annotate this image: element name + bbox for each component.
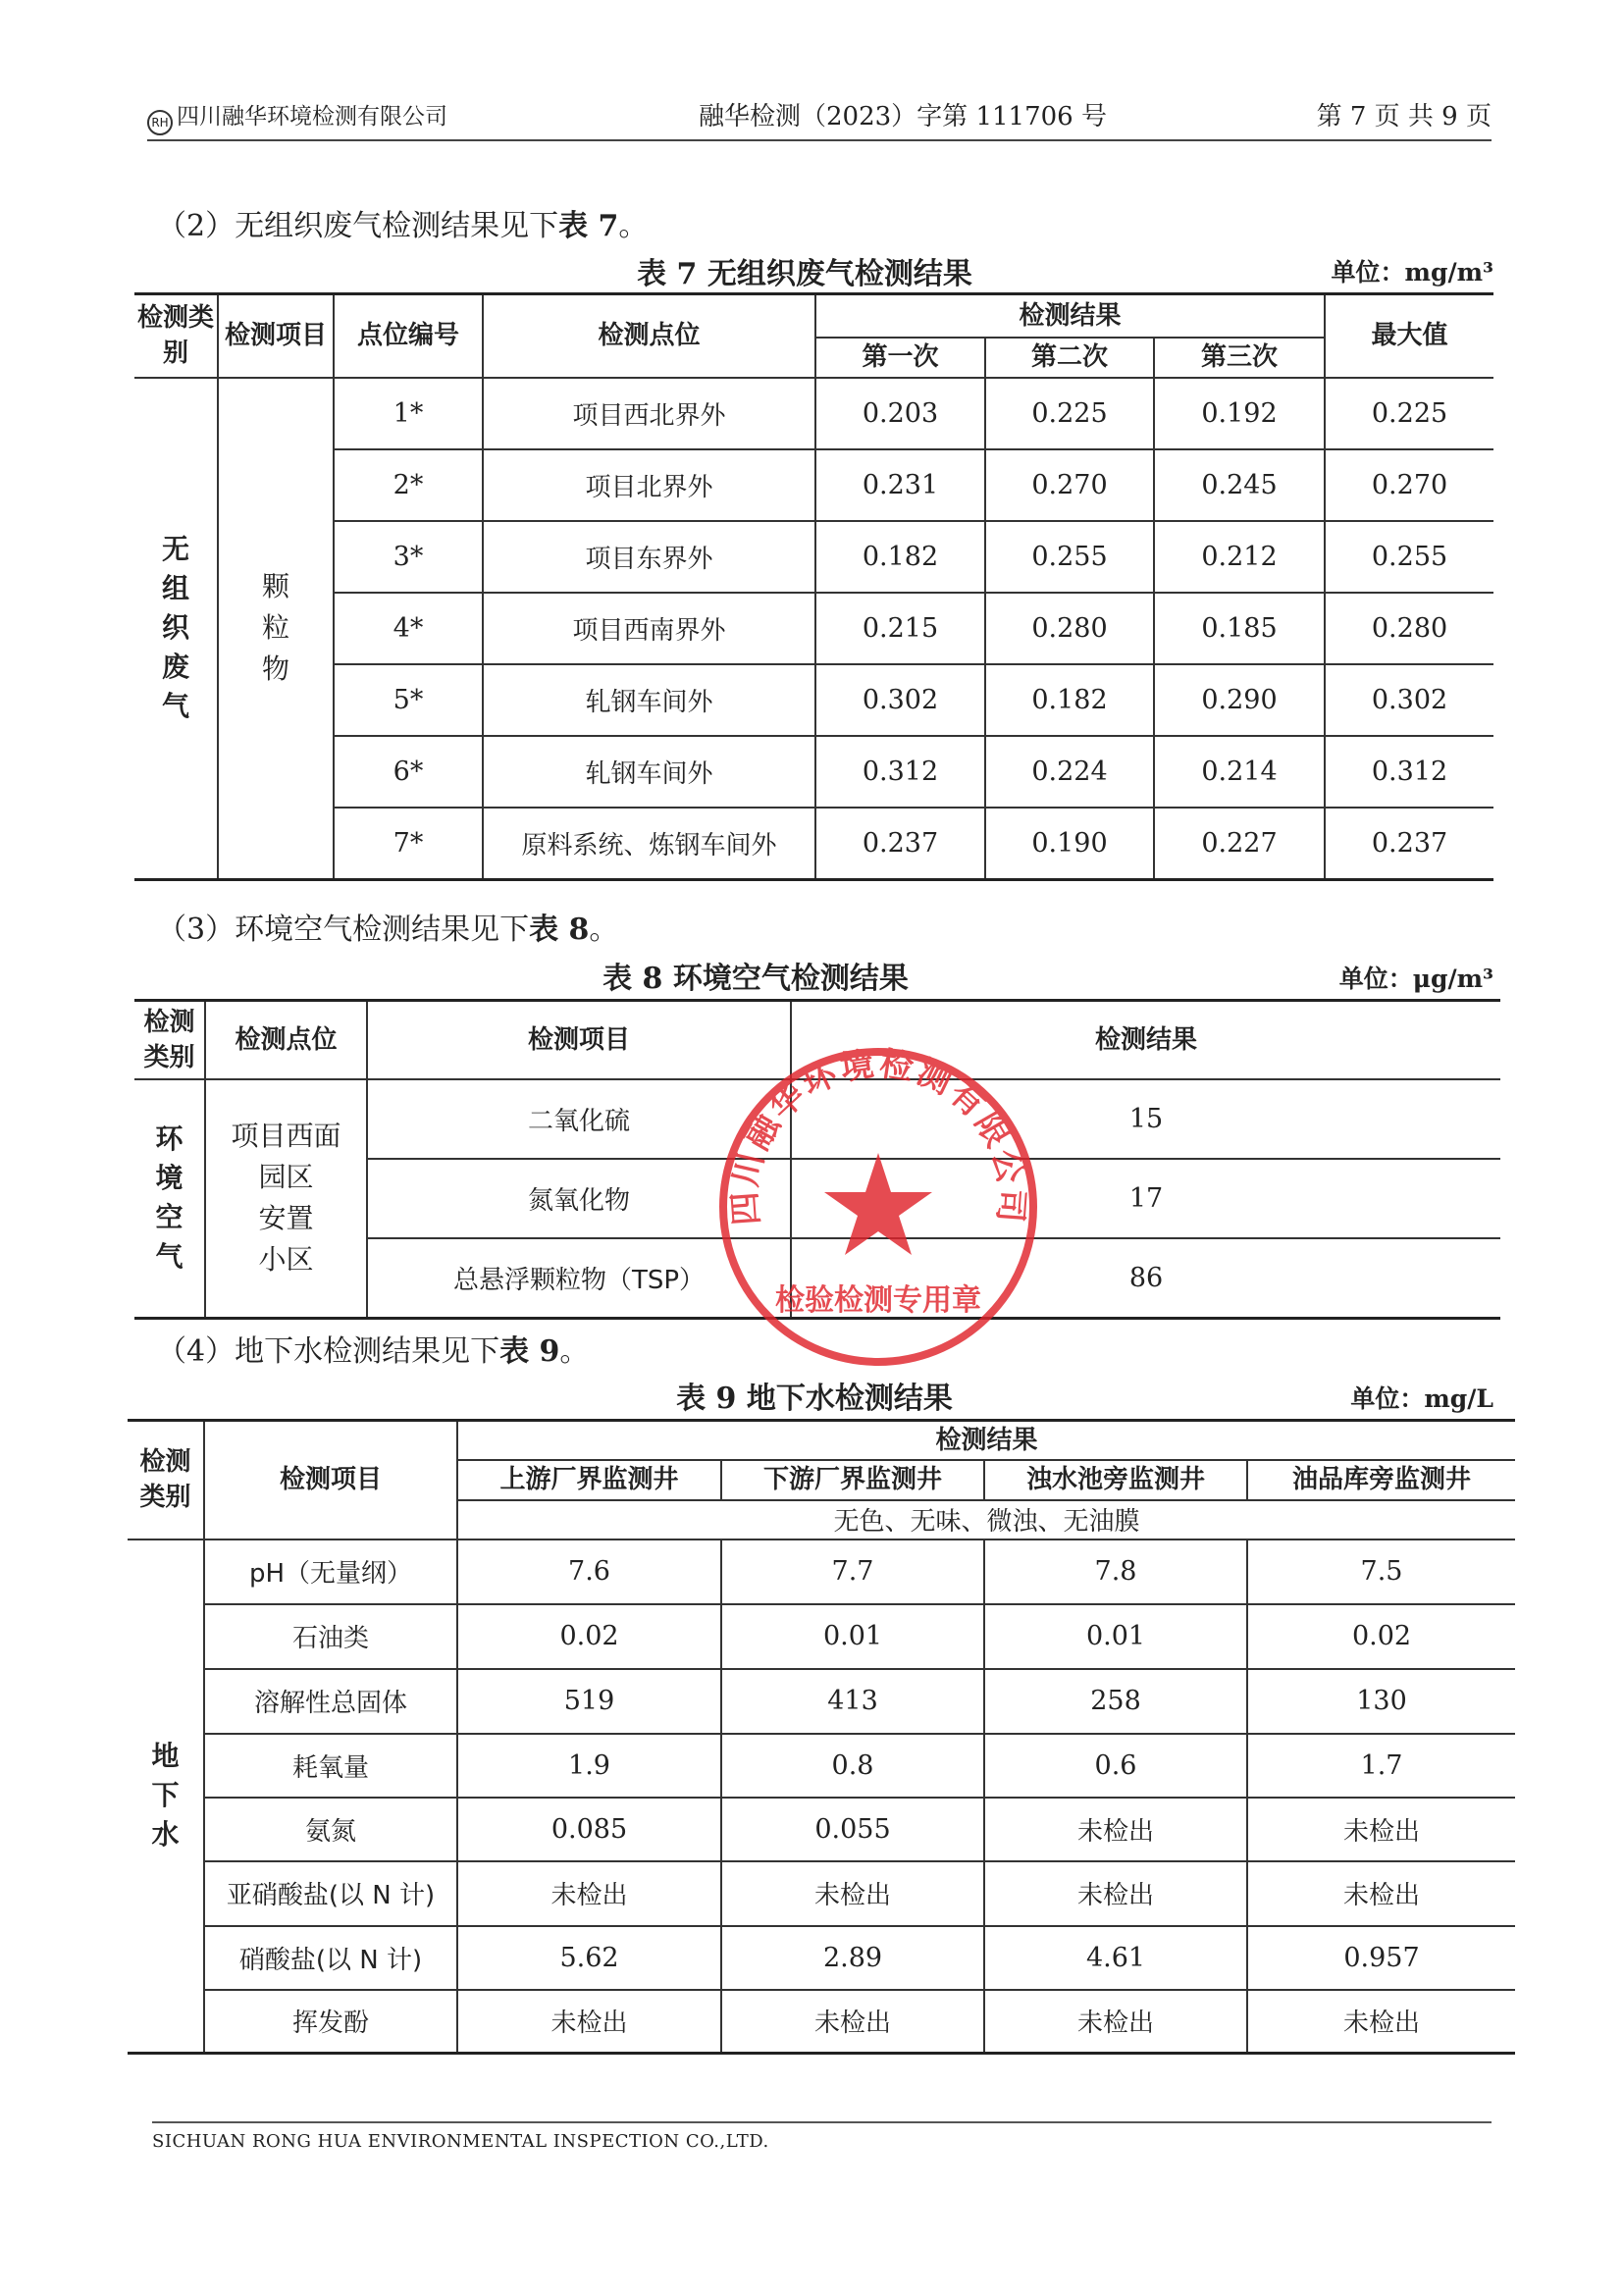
section2-intro: [157, 201, 648, 244]
t9-header-type: 检测类别: [128, 1421, 204, 1539]
t9-cell: 溶解性总固体: [204, 1669, 457, 1734]
table7-title: 表 7 无组织废气检测结果: [637, 257, 972, 291]
table-row: [128, 1604, 1515, 1669]
t9-cell: 未检出: [1247, 1861, 1515, 1926]
t8-header-result: 检测结果: [791, 1001, 1500, 1079]
t7-cell: 项目西北界外: [483, 378, 815, 449]
t9-cell: 519: [457, 1669, 721, 1734]
t7-category: [134, 378, 218, 880]
t7-cell: 0.237: [1325, 808, 1493, 880]
section2-intro-end: 。: [618, 209, 649, 243]
t7-cell: 2*: [334, 449, 483, 521]
t8-header-point: 检测点位: [205, 1001, 367, 1079]
t9-category: [128, 1539, 204, 2054]
page-number: 第 7 页 共 9 页: [1316, 102, 1492, 131]
t9-cell: 0.085: [457, 1798, 721, 1861]
t9-cell: 7.5: [1247, 1539, 1515, 1604]
t7-cell: 0.182: [815, 521, 985, 593]
section3-intro-text: （3）环境空气检测结果见下: [157, 913, 530, 947]
t9-cell: 7.6: [457, 1539, 721, 1604]
t7-cell: 轧钢车间外: [483, 664, 815, 736]
t7-cell: 项目西南界外: [483, 593, 815, 664]
t8-header-item: 检测项目: [367, 1001, 791, 1079]
t9-header-item: 检测项目: [204, 1421, 457, 1539]
t7-cell: 0.182: [985, 664, 1154, 736]
t9-cell: 未检出: [1247, 1798, 1515, 1861]
t7-cell: 1*: [334, 378, 483, 449]
t9-header-well-2: 下游厂界监测井: [721, 1460, 984, 1500]
table-row: [128, 1539, 1515, 1604]
t9-header-result: 检测结果: [457, 1421, 1515, 1460]
t9-cell: 硝酸盐(以 N 计): [204, 1926, 457, 1990]
company-name-text: 四川融华环境检测有限公司: [177, 104, 447, 130]
t7-header-first: 第一次: [815, 338, 985, 378]
table7-unit: 单位：mg/m³: [1331, 258, 1493, 287]
table-row: [134, 593, 1493, 664]
section3-intro-end: 。: [589, 913, 619, 947]
t9-cell: 130: [1247, 1669, 1515, 1734]
t9-cell: 石油类: [204, 1604, 457, 1669]
section2-intro-ref: 表 7: [558, 209, 619, 243]
t7-header-point-no: 点位编号: [334, 294, 483, 378]
table-row: [128, 1861, 1515, 1926]
t9-appearance: 无色、无味、微浊、无油膜: [457, 1500, 1515, 1539]
t7-cell: 0.312: [815, 736, 985, 808]
t7-cell: 0.270: [985, 449, 1154, 521]
t7-item-text: 颗 粒 物: [261, 570, 289, 686]
t7-cell: 0.280: [985, 593, 1154, 664]
t7-cell: 项目北界外: [483, 449, 815, 521]
table9-unit: 单位：mg/L: [1350, 1384, 1493, 1413]
t7-cell: 3*: [334, 521, 483, 593]
t9-cell: 1.9: [457, 1734, 721, 1798]
t8-category-text: 环 境 空 气: [155, 1122, 183, 1274]
t7-header-item: 检测项目: [218, 294, 334, 378]
t9-header-well-3: 浊水池旁监测井: [984, 1460, 1247, 1500]
table-row: [134, 664, 1493, 736]
table-row: [128, 1669, 1515, 1734]
t7-cell: 0.214: [1154, 736, 1325, 808]
t7-cell: 0.290: [1154, 664, 1325, 736]
t7-cell: 0.192: [1154, 378, 1325, 449]
t9-category-text: 地 下 水: [151, 1740, 180, 1852]
t7-cell: 5*: [334, 664, 483, 736]
t9-cell: 7.8: [984, 1539, 1247, 1604]
t9-cell: 2.89: [721, 1926, 984, 1990]
t7-header-type: 检测类别: [134, 294, 218, 378]
t9-cell: 0.02: [1247, 1604, 1515, 1669]
t7-cell: 项目东界外: [483, 521, 815, 593]
t8-header-type: 检测类别: [134, 1001, 205, 1079]
t7-cell: 0.227: [1154, 808, 1325, 880]
t7-cell: 0.231: [815, 449, 985, 521]
t9-cell: 1.7: [1247, 1734, 1515, 1798]
t9-cell: 未检出: [721, 1861, 984, 1926]
page-footer: [152, 2121, 1492, 2152]
t7-cell: 0.185: [1154, 593, 1325, 664]
t8-category: [134, 1079, 205, 1319]
table9: [128, 1419, 1515, 2055]
t7-cell: 0.312: [1325, 736, 1493, 808]
t8-point-text: 项目西面 园区 安置 小区: [231, 1120, 341, 1277]
t9-cell: 0.055: [721, 1798, 984, 1861]
t7-header-second: 第二次: [985, 338, 1154, 378]
t9-cell: 未检出: [984, 1861, 1247, 1926]
t9-cell: 未检出: [984, 1990, 1247, 2054]
official-seal: [716, 1045, 1040, 1369]
t8-cell: 86: [791, 1238, 1500, 1319]
t7-cell: 7*: [334, 808, 483, 880]
table-row: [134, 521, 1493, 593]
t7-cell: 0.302: [815, 664, 985, 736]
t8-cell: 二氧化硫: [367, 1079, 791, 1159]
t8-cell: 总悬浮颗粒物（TSP）: [367, 1238, 791, 1319]
t7-item: [218, 378, 334, 880]
t9-header-well-4: 油品库旁监测井: [1247, 1460, 1515, 1500]
t9-cell: 0.6: [984, 1734, 1247, 1798]
t7-cell: 0.255: [985, 521, 1154, 593]
table8-unit: 单位：μg/m³: [1338, 965, 1493, 993]
t9-cell: 413: [721, 1669, 984, 1734]
section4-intro: [157, 1327, 589, 1370]
seal-graphic: [723, 1045, 1033, 1362]
table-row: [134, 449, 1493, 521]
t9-cell: 亚硝酸盐(以 N 计): [204, 1861, 457, 1926]
t7-cell: 0.190: [985, 808, 1154, 880]
t9-cell: 0.01: [721, 1604, 984, 1669]
t7-cell: 0.225: [1325, 378, 1493, 449]
report-number: 融华检测（2023）字第 111706 号: [699, 102, 1107, 131]
t9-cell: 0.957: [1247, 1926, 1515, 1990]
t7-cell: 0.237: [815, 808, 985, 880]
t9-cell: 未检出: [1247, 1990, 1515, 2054]
table-row: [128, 1798, 1515, 1861]
t7-header-point: 检测点位: [483, 294, 815, 378]
t9-cell: 0.8: [721, 1734, 984, 1798]
t8-cell: 17: [791, 1159, 1500, 1238]
t9-cell: 258: [984, 1669, 1247, 1734]
t9-cell: 耗氧量: [204, 1734, 457, 1798]
t7-category-text: 无 组 织 废 气: [161, 533, 189, 723]
table-row: [134, 808, 1493, 880]
t8-cell: 15: [791, 1079, 1500, 1159]
table-row: [128, 1926, 1515, 1990]
t7-cell: 0.215: [815, 593, 985, 664]
t9-cell: 未检出: [457, 1861, 721, 1926]
t7-cell: 0.280: [1325, 593, 1493, 664]
section2-intro-text: （2）无组织废气检测结果见下: [157, 209, 559, 243]
t9-header-well-1: 上游厂界监测井: [457, 1460, 721, 1500]
page-header: [147, 96, 1492, 141]
t9-cell: 7.7: [721, 1539, 984, 1604]
t9-cell: 未检出: [457, 1990, 721, 2054]
section4-intro-ref: 表 9: [499, 1334, 560, 1369]
t7-cell: 0.212: [1154, 521, 1325, 593]
t7-cell: 0.225: [985, 378, 1154, 449]
t9-cell: 氨氮: [204, 1798, 457, 1861]
t9-cell: pH（无量纲）: [204, 1539, 457, 1604]
table-row: [128, 1990, 1515, 2054]
table-row: [134, 736, 1493, 808]
t7-header-result: 检测结果: [815, 294, 1325, 338]
footer-text: SICHUAN RONG HUA ENVIRONMENTAL INSPECTION CO.,LTD.: [152, 2131, 769, 2152]
section4-intro-end: 。: [559, 1334, 590, 1369]
t7-cell: 轧钢车间外: [483, 736, 815, 808]
company-logo-icon: RH: [147, 110, 173, 135]
t9-cell: 挥发酚: [204, 1990, 457, 2054]
table9-title: 表 9 地下水检测结果: [676, 1382, 953, 1416]
t9-cell: 5.62: [457, 1926, 721, 1990]
t7-header-third: 第三次: [1154, 338, 1325, 378]
t9-cell: 4.61: [984, 1926, 1247, 1990]
t7-cell: 0.302: [1325, 664, 1493, 736]
seal-bottom-text: 检验检测专用章: [775, 1283, 981, 1318]
t7-cell: 0.255: [1325, 521, 1493, 593]
t9-cell: 0.02: [457, 1604, 721, 1669]
t7-cell: 0.224: [985, 736, 1154, 808]
t9-cell: 未检出: [721, 1990, 984, 2054]
t9-cell: 0.01: [984, 1604, 1247, 1669]
star-icon: [824, 1153, 932, 1255]
t7-cell: 6*: [334, 736, 483, 808]
t8-point: [205, 1079, 367, 1319]
seal-ring-textpath: 四川融华环境检测有限公司: [725, 1045, 1031, 1227]
t8-cell: 氮氧化物: [367, 1159, 791, 1238]
section3-intro: [157, 905, 618, 948]
t7-cell: 0.270: [1325, 449, 1493, 521]
t7-cell: 0.203: [815, 378, 985, 449]
t7-header-max: 最大值: [1325, 294, 1493, 378]
section3-intro-ref: 表 8: [529, 913, 590, 947]
table-row: [134, 378, 1493, 449]
table7: [134, 292, 1493, 881]
t7-cell: 4*: [334, 593, 483, 664]
section4-intro-text: （4）地下水检测结果见下: [157, 1334, 500, 1369]
company-name: [147, 98, 447, 135]
table-row: [128, 1734, 1515, 1798]
t7-cell: 0.245: [1154, 449, 1325, 521]
t7-cell: 原料系统、炼钢车间外: [483, 808, 815, 880]
t9-cell: 未检出: [984, 1798, 1247, 1861]
table8-title: 表 8 环境空气检测结果: [602, 962, 909, 996]
